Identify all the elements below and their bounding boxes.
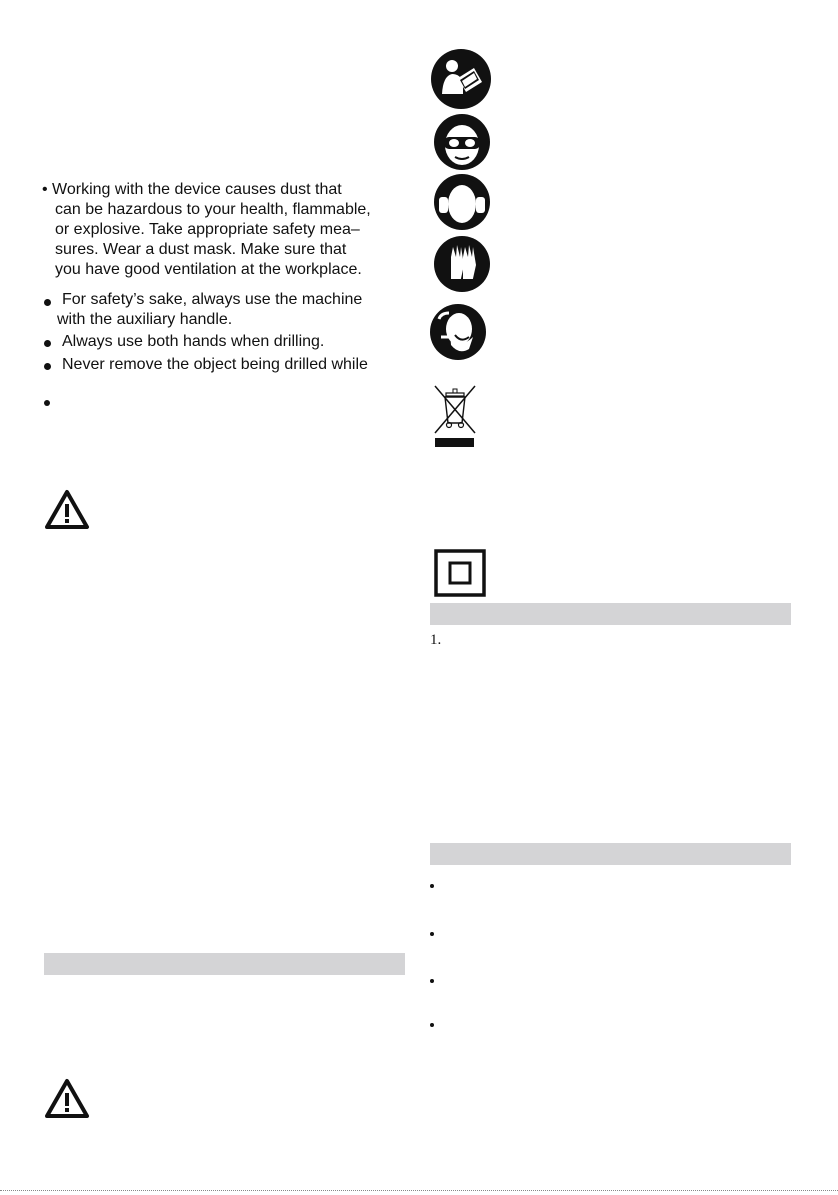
ear-protection-icon (433, 173, 491, 231)
section-header-bar (44, 953, 405, 975)
bullet-both-hands (44, 332, 324, 352)
read-manual-icon (430, 48, 492, 110)
bullet-text: For safety’s sake, always use the machine (62, 291, 363, 308)
bullet-auxiliary-handle (44, 290, 362, 330)
bullet-dot (430, 979, 434, 983)
dust-warning-paragraph (42, 180, 412, 280)
bullet-text: Always use both hands when drilling. (62, 333, 325, 350)
bullet-dot (44, 299, 51, 306)
bullet-dot (44, 400, 50, 406)
step-number: 1. (430, 632, 442, 648)
paragraph-line: • Working with the device causes dust that (42, 181, 342, 198)
page-bottom-rule (0, 1190, 838, 1191)
bullet-dot (430, 884, 434, 888)
bullet-dot (44, 363, 51, 370)
bullet-dot (430, 1023, 434, 1027)
warning-triangle-icon (44, 1078, 90, 1120)
dust-mask-icon (429, 303, 487, 361)
section-header-bar (430, 603, 791, 625)
gloves-icon (433, 235, 491, 293)
eye-protection-icon (433, 113, 491, 171)
bullet-text: Never remove the object being drilled while (62, 356, 368, 373)
bullet-dot (44, 340, 51, 347)
paragraph-line: or explosive. Take appropriate safety mea– (55, 221, 360, 238)
paragraph-line: you have good ventilation at the workplace. (55, 261, 362, 278)
warning-triangle-icon (44, 489, 90, 531)
bullet-never-remove (44, 355, 368, 375)
section-header-bar (430, 843, 791, 865)
paragraph-line: can be hazardous to your health, flammable, (55, 201, 371, 218)
paragraph-line: sures. Wear a dust mask. Make sure that (55, 241, 347, 258)
bullet-dot (430, 932, 434, 936)
class-ii-double-insulation-icon (434, 549, 486, 597)
weee-bin-icon (432, 383, 478, 449)
bullet-text: with the auxiliary handle. (57, 311, 233, 328)
